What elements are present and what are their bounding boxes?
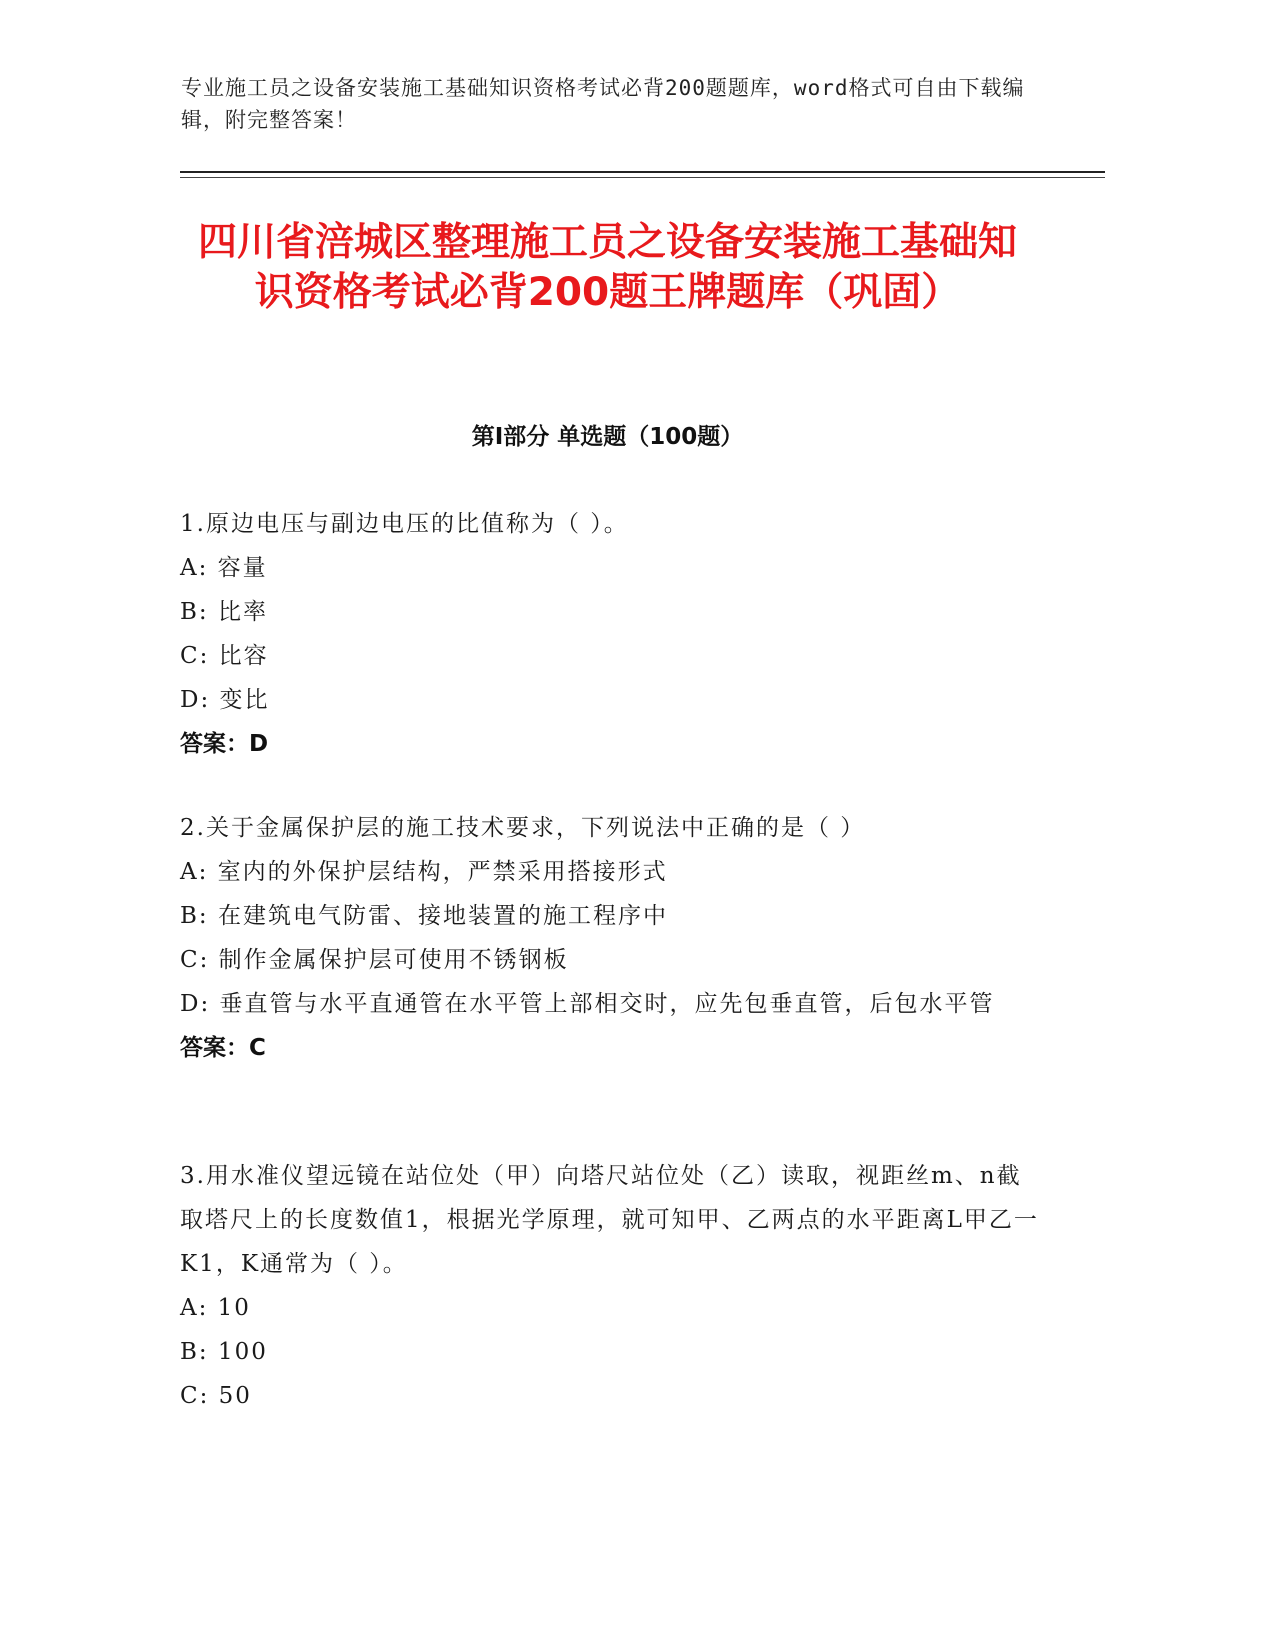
option-a: A: 10 [180, 1295, 251, 1321]
option-a: A: 室内的外保护层结构，严禁采用搭接形式 [180, 859, 668, 885]
section-title: 第I部分 单选题（100题） [471, 424, 744, 450]
answer: 答案：C [180, 1035, 266, 1061]
question-text: 3.用水准仪望远镜在站位处（甲）向塔尺站位处（乙）读取，视距丝m、n截取塔尺上的长度数值1，根据光学原理，就可知甲、乙两点的水平距离L甲乙一K1，K通常为（ ）。 [180, 1163, 1039, 1277]
option-d: D: 垂直管与水平直通管在水平管上部相交时，应先包垂直管，后包水平管 [180, 991, 995, 1017]
header-divider-thick [180, 171, 1105, 173]
header-note: 专业施工员之设备安装施工基础知识资格考试必背200题题库，word格式可自由下载编辑，附完整答案！ [181, 76, 1025, 132]
question-text: 2.关于金属保护层的施工技术要求，下列说法中正确的是（ ） [180, 815, 866, 841]
option-c: C: 比容 [180, 643, 269, 669]
question-3 [180, 1154, 1040, 1418]
option-c: C: 制作金属保护层可使用不锈钢板 [180, 947, 569, 973]
option-c: C: 50 [180, 1383, 252, 1409]
header-divider-thin [180, 177, 1105, 178]
option-d: D: 变比 [180, 687, 270, 713]
option-b: B: 比率 [180, 599, 268, 625]
question-2 [180, 806, 1040, 1070]
option-b: B: 100 [180, 1339, 268, 1365]
answer: 答案：D [180, 731, 269, 757]
document-title: 四川省涪城区整理施工员之设备安装施工基础知识资格考试必背200题王牌题库（巩固） [197, 220, 1017, 315]
option-b: B: 在建筑电气防雷、接地装置的施工程序中 [180, 903, 668, 929]
option-a: A: 容量 [180, 555, 268, 581]
question-1 [180, 502, 1040, 766]
question-text: 1.原边电压与副边电压的比值称为（ ）。 [180, 511, 629, 537]
